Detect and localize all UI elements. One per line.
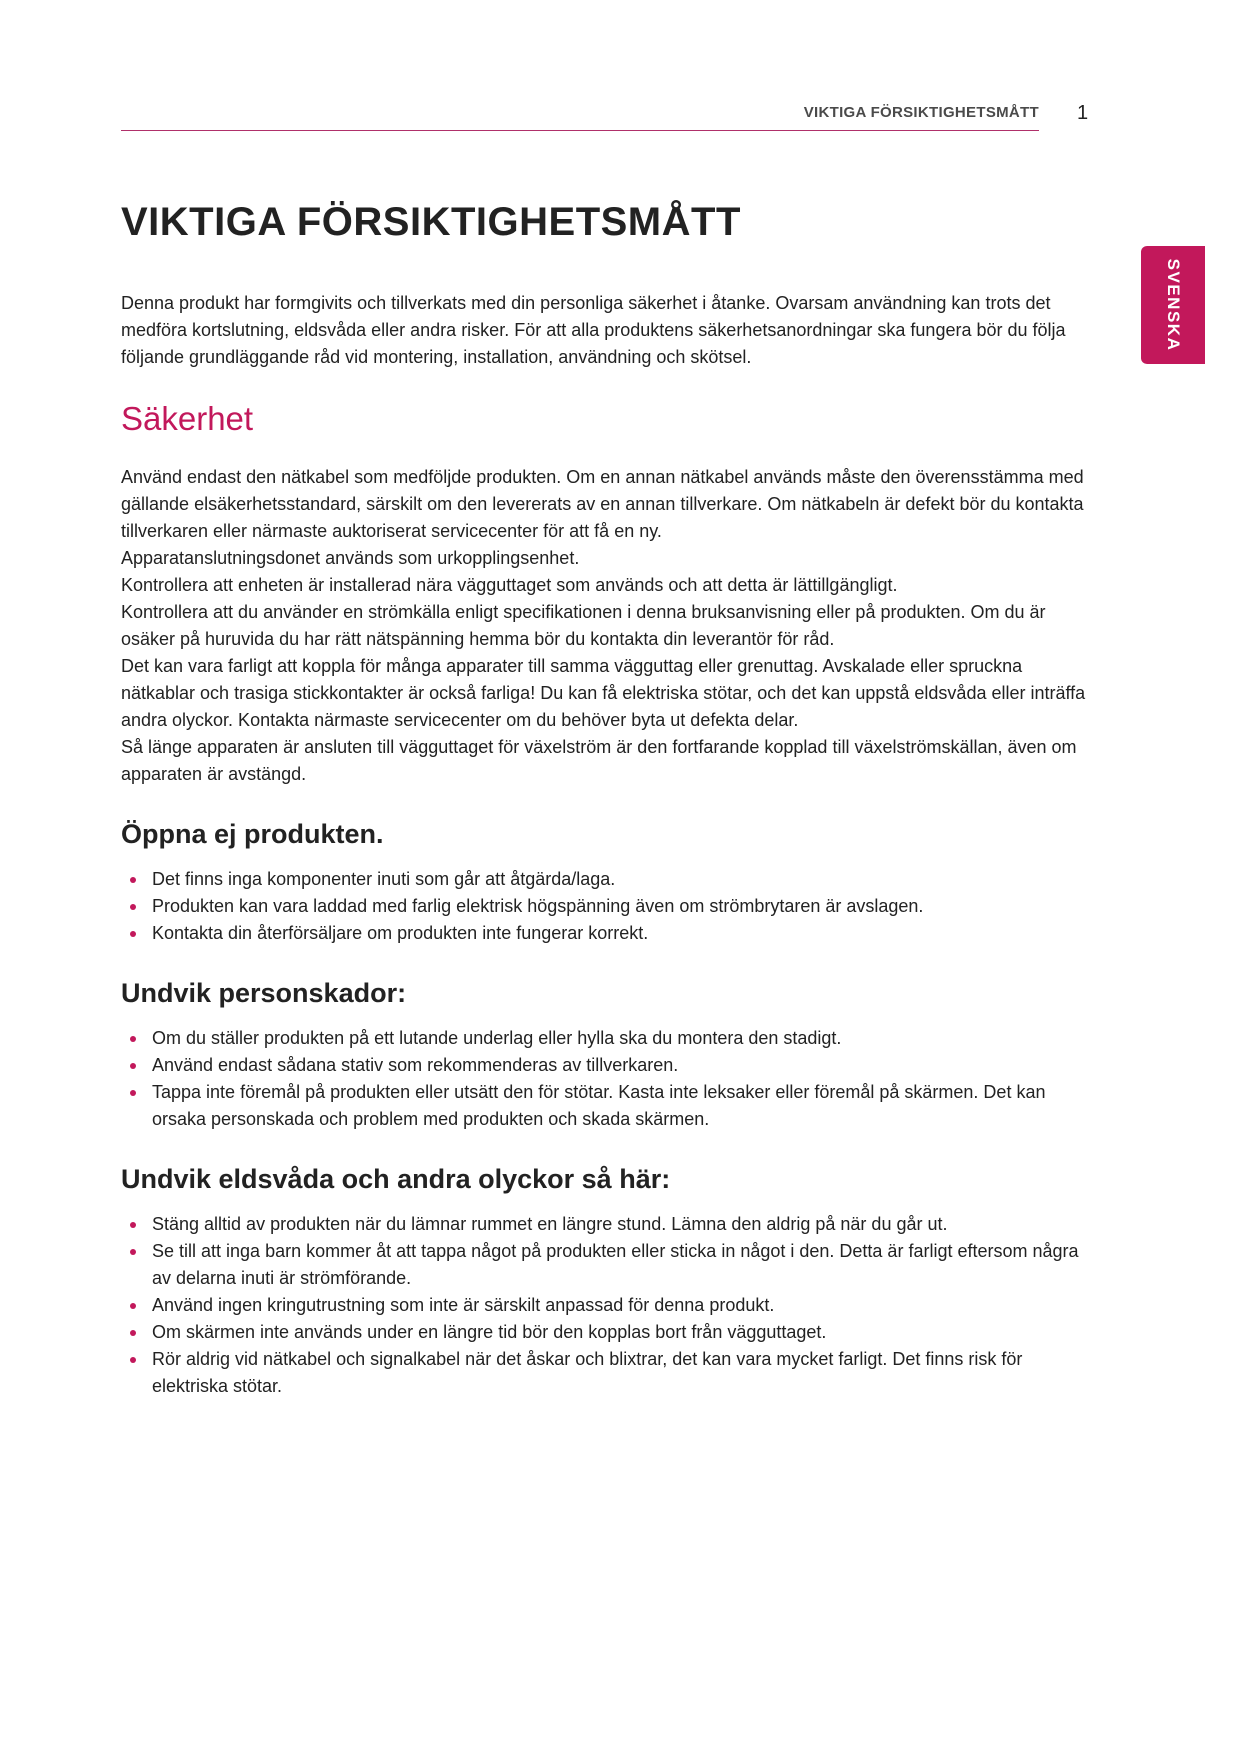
bullet-icon [130,1330,136,1336]
list-item [152,1346,1096,1400]
list-item-text: Om du ställer produkten på ett lutande underlag eller hylla ska du montera den stadigt. [152,1028,842,1048]
list-item [152,920,1096,947]
bullet-icon [130,1063,136,1069]
bullet-icon [130,877,136,883]
list-item-text: Produkten kan vara laddad med farlig elektrisk högspänning även om strömbrytaren är avslagen. [152,896,924,916]
bullet-icon [130,1303,136,1309]
language-tab [1141,246,1205,364]
safety-body [121,464,1096,788]
list-item [152,1292,1096,1319]
bullet-icon [130,1090,136,1096]
list-item [152,1319,1096,1346]
bullet-icon [130,1357,136,1363]
fire-list [121,1211,1096,1400]
open-product-heading: Öppna ej produkten. [121,819,384,849]
injury-heading: Undvik personskador: [121,978,407,1008]
running-header [121,100,1039,131]
list-item-text: Använd ingen kringutrustning som inte är särskilt anpassad för denna produkt. [152,1295,775,1315]
list-item [152,1052,1096,1079]
list-item [152,1211,1096,1238]
page-number: 1 [1077,102,1089,124]
running-header-title: VIKTIGA FÖRSIKTIGHETSMÅTT [803,104,1039,121]
list-item-text: Använd endast sådana stativ som rekommenderas av tillverkaren. [152,1055,679,1075]
list-item-text: Stäng alltid av produkten när du lämnar rummet en längre stund. Lämna den aldrig på när du går ut. [152,1214,948,1234]
safety-paragraph: Kontrollera att du använder en strömkälla enligt specifikationen i denna bruksanvisning eller på produkten. Om du är osäker på huruvida du har rätt nätspänning hemma bör du kontakta din leverantör för råd. [121,602,1046,649]
bullet-icon [130,904,136,910]
list-item [152,1079,1096,1133]
open-product-list [121,866,1096,947]
list-item-text: Kontakta din återförsäljare om produkten inte fungerar korrekt. [152,923,649,943]
list-item-text: Om skärmen inte används under en längre tid bör den kopplas bort från vägguttaget. [152,1322,827,1342]
list-item-text: Tappa inte föremål på produkten eller utsätt den för stötar. Kasta inte leksaker eller föremål på skärmen. Det kan orsaka personskada och problem med produkten och skada skärmen. [152,1082,1046,1129]
bullet-icon [130,1222,136,1228]
bullet-icon [130,1036,136,1042]
page-content [121,196,1096,1400]
safety-paragraph: Det kan vara farligt att koppla för många apparater till samma vägguttag eller grenuttag. Avskalade eller spruckna nätkablar och trasiga stickkontakter är också farliga! Du kan få elektriska stötar, och det kan uppstå eldsvåda eller inträffa andra olyckor. Kontakta närmaste servicecenter om du behöver byta ut defekta delar. [121,656,1086,730]
safety-heading: Säkerhet [121,400,254,437]
injury-list [121,1025,1096,1133]
list-item-text: Rör aldrig vid nätkabel och signalkabel när det åskar och blixtrar, det kan vara mycket farligt. Det finns risk för elektriska stötar. [152,1349,1023,1396]
safety-paragraph: Använd endast den nätkabel som medföljde produkten. Om en annan nätkabel används måste den överensstämma med gällande elsäkerhetsstandard, särskilt om den levererats av en annan tillverkare. Om nätkabeln är defekt bör du kontakta tillverkaren eller närmaste auktoriserat servicecenter för att få en ny. [121,467,1084,541]
list-item-text: Det finns inga komponenter inuti som går att åtgärda/laga. [152,869,616,889]
language-tab-label: SVENSKA [1164,258,1183,352]
list-item [152,1238,1096,1292]
bullet-icon [130,931,136,937]
page-title: VIKTIGA FÖRSIKTIGHETSMÅTT [121,200,741,244]
intro-paragraph: Denna produkt har formgivits och tillverkats med din personliga säkerhet i åtanke. Ovarsam användning kan trots det medföra kortslutning, eldsvåda eller andra risker. För att alla produktens säkerhetsanordningar ska fungera bör du följa följande grundläggande råd vid montering, installation, användning och skötsel. [121,293,1066,367]
list-item [152,893,1096,920]
safety-paragraph: Så länge apparaten är ansluten till vägguttaget för växelström är den fortfarande kopplad till växelströmskällan, även om apparaten är avstängd. [121,737,1077,784]
list-item [152,1025,1096,1052]
list-item [152,866,1096,893]
safety-paragraph: Apparatanslutningsdonet används som urkopplingsenhet. [121,548,580,568]
fire-heading: Undvik eldsvåda och andra olyckor så här: [121,1164,671,1194]
safety-paragraph: Kontrollera att enheten är installerad nära vägguttaget som används och att detta är lättillgängligt. [121,575,898,595]
bullet-icon [130,1249,136,1255]
list-item-text: Se till att inga barn kommer åt att tappa något på produkten eller sticka in något i den. Detta är farligt eftersom några av delarna inuti är strömförande. [152,1241,1079,1288]
